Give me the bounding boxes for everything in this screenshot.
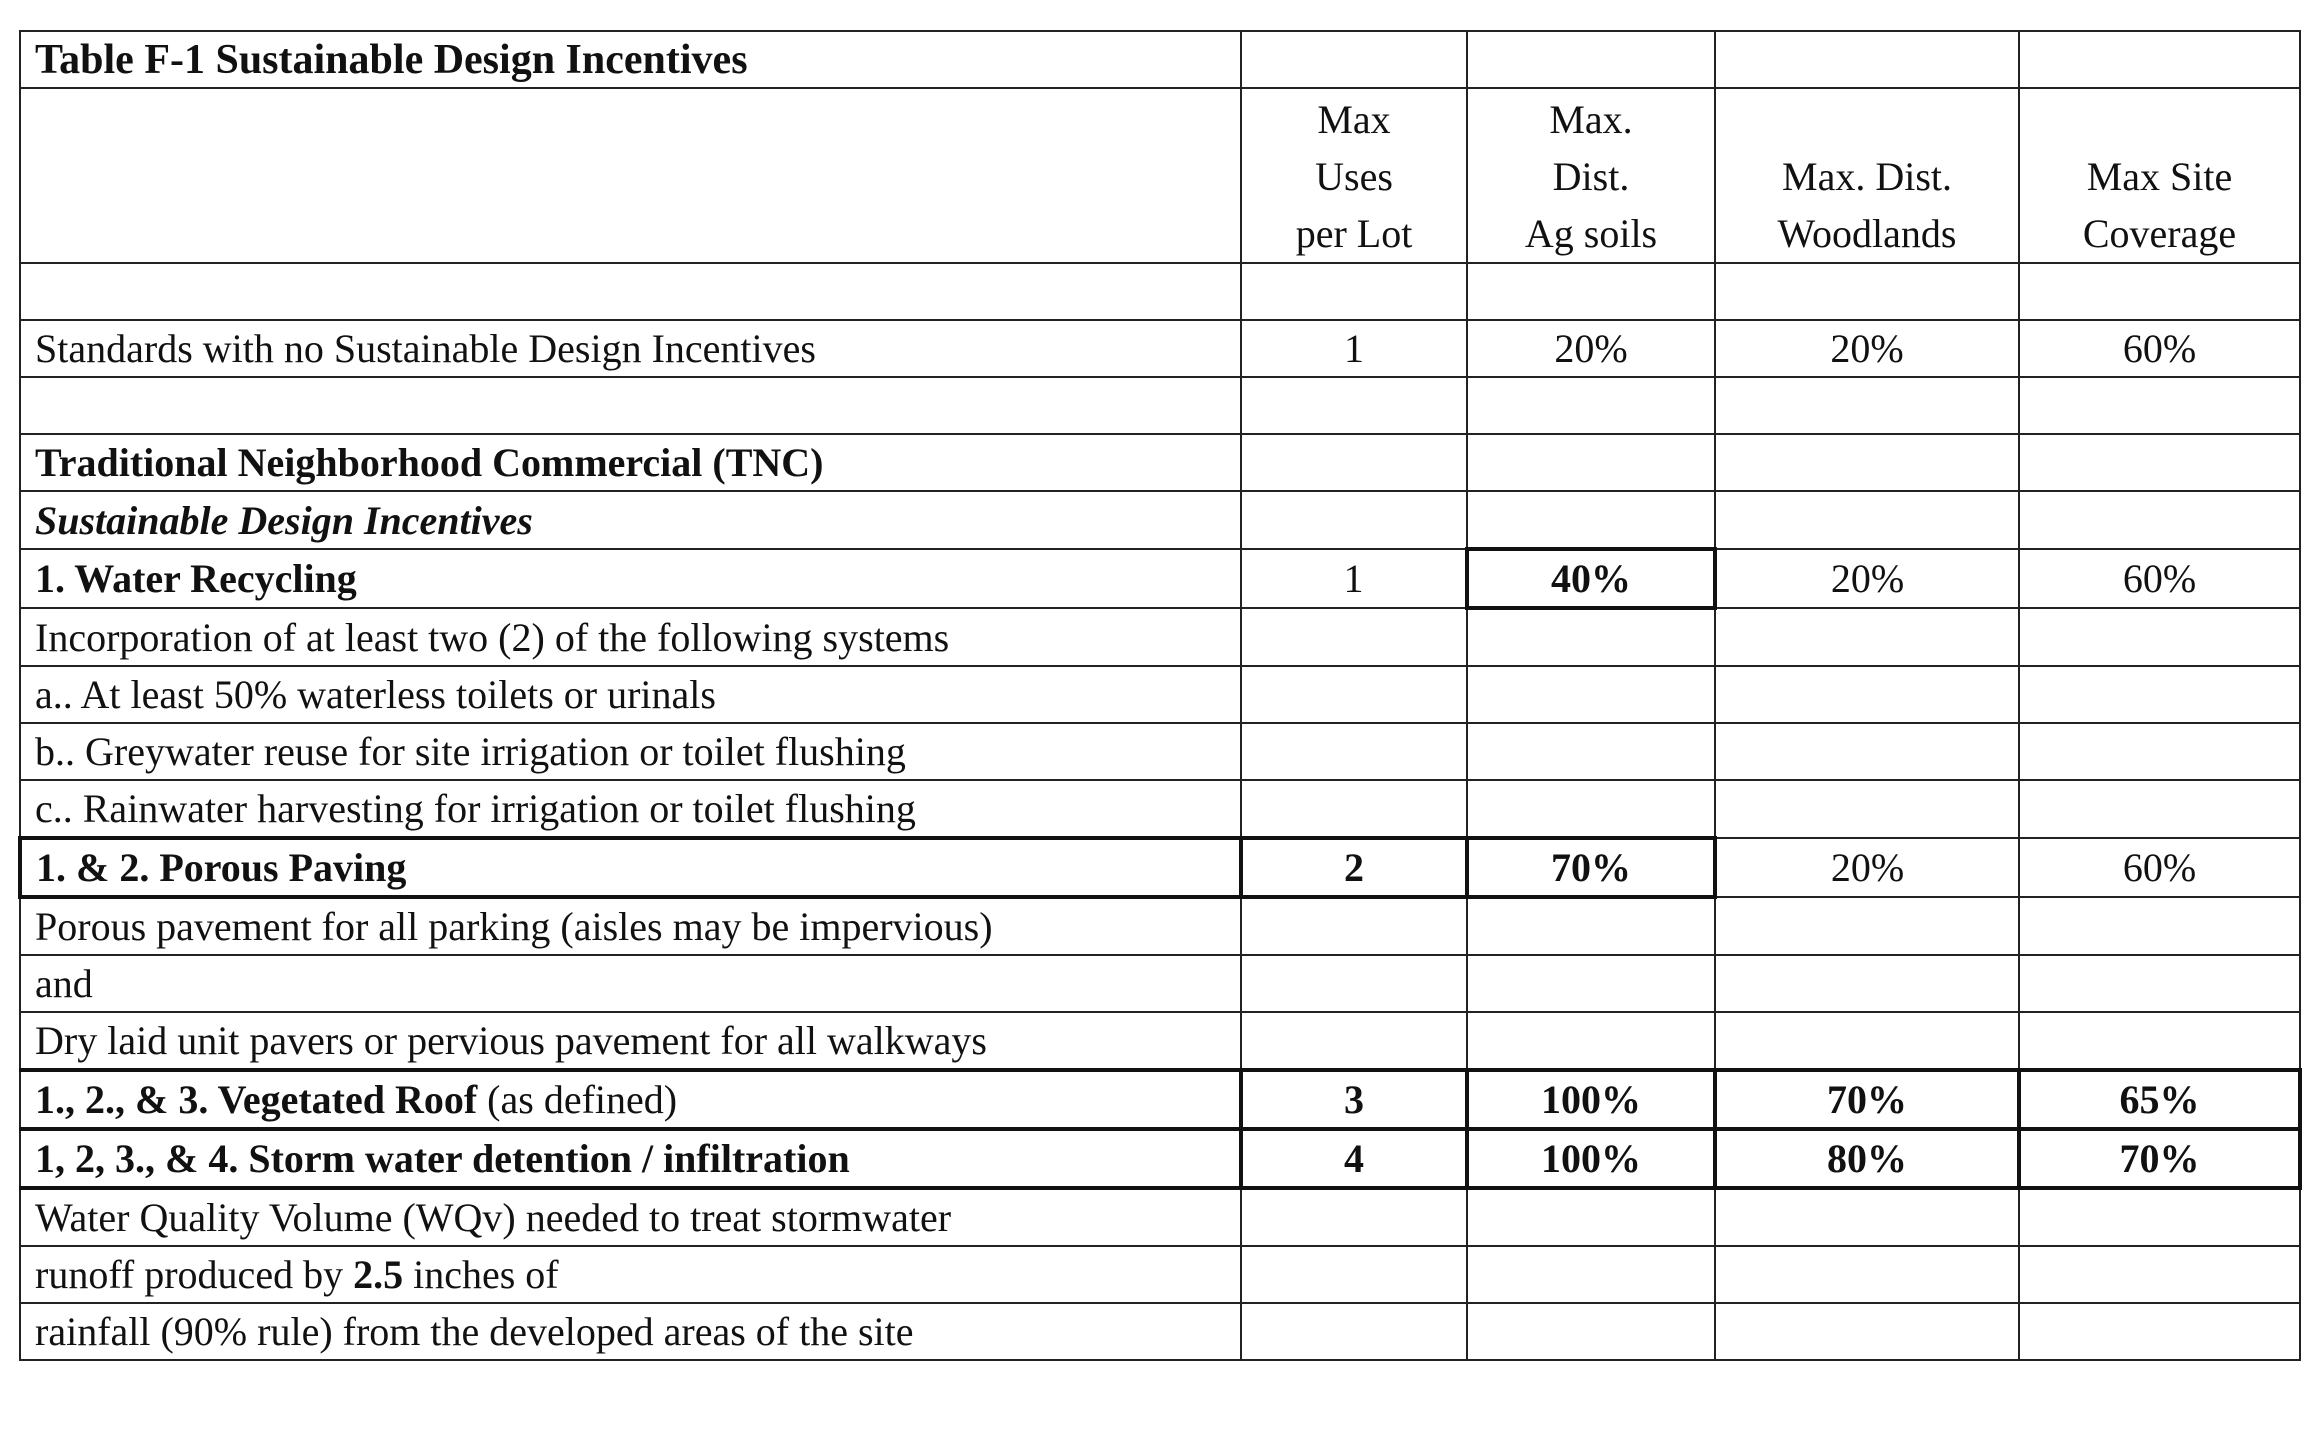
table-row-storm-water (20, 1129, 2300, 1188)
storm-water-site-coverage: 70% (2019, 1129, 2300, 1188)
table-row-porous-paving (20, 838, 2300, 897)
porous-paving-label: 1. & 2. Porous Paving (20, 838, 1241, 897)
spacer-row (20, 263, 2300, 320)
storm-water-max-uses: 4 (1241, 1129, 1467, 1188)
section-subtitle-row (20, 491, 2300, 549)
porous-paving-site-coverage: 60% (2019, 838, 2300, 897)
table-row-note (20, 780, 2300, 838)
header-max-dist-woodlands: Max. Dist. Woodlands (1715, 88, 2019, 263)
sustainable-design-incentives-table (18, 30, 2302, 1361)
table-row-standards (20, 320, 2300, 377)
water-recycling-max-uses: 1 (1241, 549, 1467, 608)
table-row-note (20, 666, 2300, 723)
section-title-row (20, 434, 2300, 491)
table-title: Table F-1 Sustainable Design Incentives (20, 31, 1241, 88)
header-row (20, 88, 2300, 263)
spacer-row (20, 377, 2300, 434)
vegetated-roof-max-uses: 3 (1241, 1070, 1467, 1129)
vegetated-roof-ag-soils: 100% (1467, 1070, 1715, 1129)
standards-max-uses: 1 (1241, 320, 1467, 377)
table-row-note (20, 723, 2300, 780)
table-row-note (20, 1246, 2300, 1303)
vegetated-roof-label: 1., 2., & 3. Vegetated Roof (as defined) (20, 1070, 1241, 1129)
standards-ag-soils: 20% (1467, 320, 1715, 377)
porous-paving-note: Dry laid unit pavers or pervious pavement for all walkways (20, 1012, 1241, 1070)
table-row-vegetated-roof (20, 1070, 2300, 1129)
porous-paving-woodlands: 20% (1715, 838, 2019, 897)
storm-water-note: runoff produced by 2.5 inches of (20, 1246, 1241, 1303)
vegetated-roof-woodlands: 70% (1715, 1070, 2019, 1129)
header-max-uses: Max Uses per Lot (1241, 88, 1467, 263)
table-row-note (20, 1303, 2300, 1360)
standards-site-coverage: 60% (2019, 320, 2300, 377)
section-title: Traditional Neighborhood Commercial (TNC) (20, 434, 1241, 491)
vegetated-roof-site-coverage: 65% (2019, 1070, 2300, 1129)
water-recycling-note: c.. Rainwater harvesting for irrigation or toilet flushing (20, 780, 1241, 838)
standards-woodlands: 20% (1715, 320, 2019, 377)
water-recycling-note: Incorporation of at least two (2) of the following systems (20, 608, 1241, 666)
water-recycling-note: a.. At least 50% waterless toilets or urinals (20, 666, 1241, 723)
storm-water-note: Water Quality Volume (WQv) needed to treat stormwater (20, 1188, 1241, 1246)
water-recycling-note: b.. Greywater reuse for site irrigation or toilet flushing (20, 723, 1241, 780)
porous-paving-max-uses: 2 (1241, 838, 1467, 897)
table-row-note (20, 955, 2300, 1012)
storm-water-woodlands: 80% (1715, 1129, 2019, 1188)
table-row-note (20, 1188, 2300, 1246)
header-max-dist-ag-soils: Max. Dist. Ag soils (1467, 88, 1715, 263)
standards-label: Standards with no Sustainable Design Incentives (20, 320, 1241, 377)
porous-paving-note: Porous pavement for all parking (aisles may be impervious) (20, 897, 1241, 955)
storm-water-label: 1, 2, 3., & 4. Storm water detention / infiltration (20, 1129, 1241, 1188)
storm-water-ag-soils: 100% (1467, 1129, 1715, 1188)
water-recycling-site-coverage: 60% (2019, 549, 2300, 608)
table-row-note (20, 608, 2300, 666)
section-subtitle: Sustainable Design Incentives (20, 491, 1241, 549)
porous-paving-ag-soils: 70% (1467, 838, 1715, 897)
table-row-note (20, 897, 2300, 955)
water-recycling-ag-soils: 40% (1467, 549, 1715, 608)
water-recycling-woodlands: 20% (1715, 549, 2019, 608)
table-row-note (20, 1012, 2300, 1070)
porous-paving-note: and (20, 955, 1241, 1012)
title-row (20, 31, 2300, 88)
water-recycling-label: 1. Water Recycling (20, 549, 1241, 608)
storm-water-note: rainfall (90% rule) from the developed areas of the site (20, 1303, 1241, 1360)
header-max-site-coverage: Max Site Coverage (2019, 88, 2300, 263)
table-row-water-recycling (20, 549, 2300, 608)
